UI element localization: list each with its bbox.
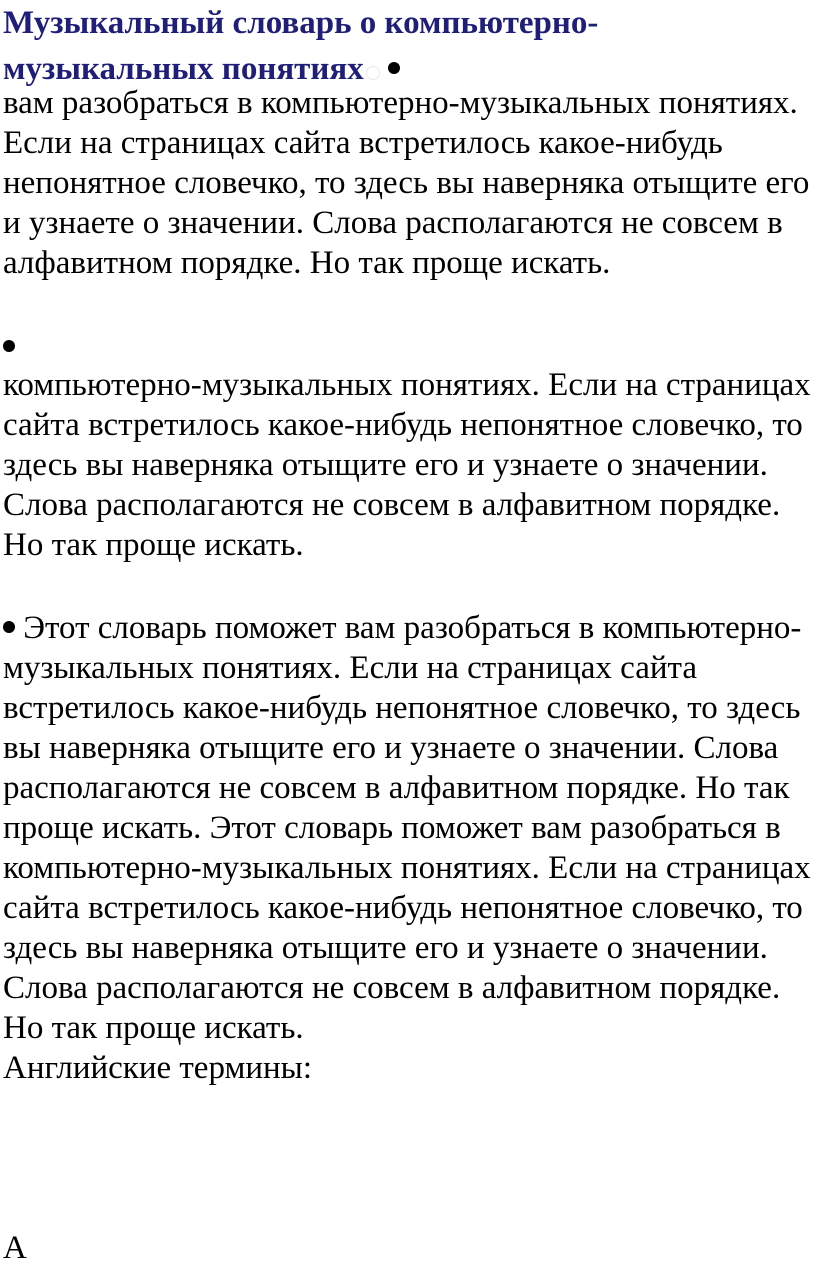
bullet-icon — [3, 621, 15, 633]
paragraph-2: компьютерно-музыкальных понятиях. Если на страницах сайта встретилось какое-нибудь непонятное словечко, то здесь вы наверняка отыщите его и узнаете о значении. Слова располагаются не совсем в алфавитном порядке. Но так проще искать. — [3, 367, 811, 563]
paragraph-3 — [3, 608, 815, 1088]
section-heading: Английские термины: — [3, 1050, 312, 1086]
page-title-text: Музыкальный словарь о компьютерно-музыкальных понятиях — [3, 5, 599, 87]
paragraph-1: вам разобраться в компьютерно-музыкальных понятиях. Если на страницах сайта встретилось какое-нибудь непонятное словечко, то здесь вы наверняка отыщите его и узнаете о значении. Слова располагаются не совсем в алфавитном порядке. Но так проще искать. — [3, 85, 810, 281]
letter-heading: A — [3, 1230, 27, 1266]
bullet-icon — [3, 340, 15, 352]
paragraph-3-text: Этот словарь поможет вам разобраться в компьютерно-музыкальных понятиях. Если на страницах сайта встретилось какое-нибудь непонятное словечко, то здесь вы наверняка отыщите его и узнаете о значении. Слова располагаются не совсем в алфавитном порядке. Но так проще искать. Этот словарь поможет вам разобраться в компьютерно-музыкальных понятиях. Если на страницах сайта встретилось какое-нибудь непонятное словечко, то здесь вы наверняка отыщите его и узнаете о значении. Слова располагаются не совсем в алфавитном порядке. Но так проще искать. — [3, 610, 811, 1046]
bullet-row — [3, 327, 815, 367]
page-title — [3, 0, 703, 92]
bullet-icon — [388, 62, 400, 74]
hollow-circle-icon — [366, 66, 380, 80]
